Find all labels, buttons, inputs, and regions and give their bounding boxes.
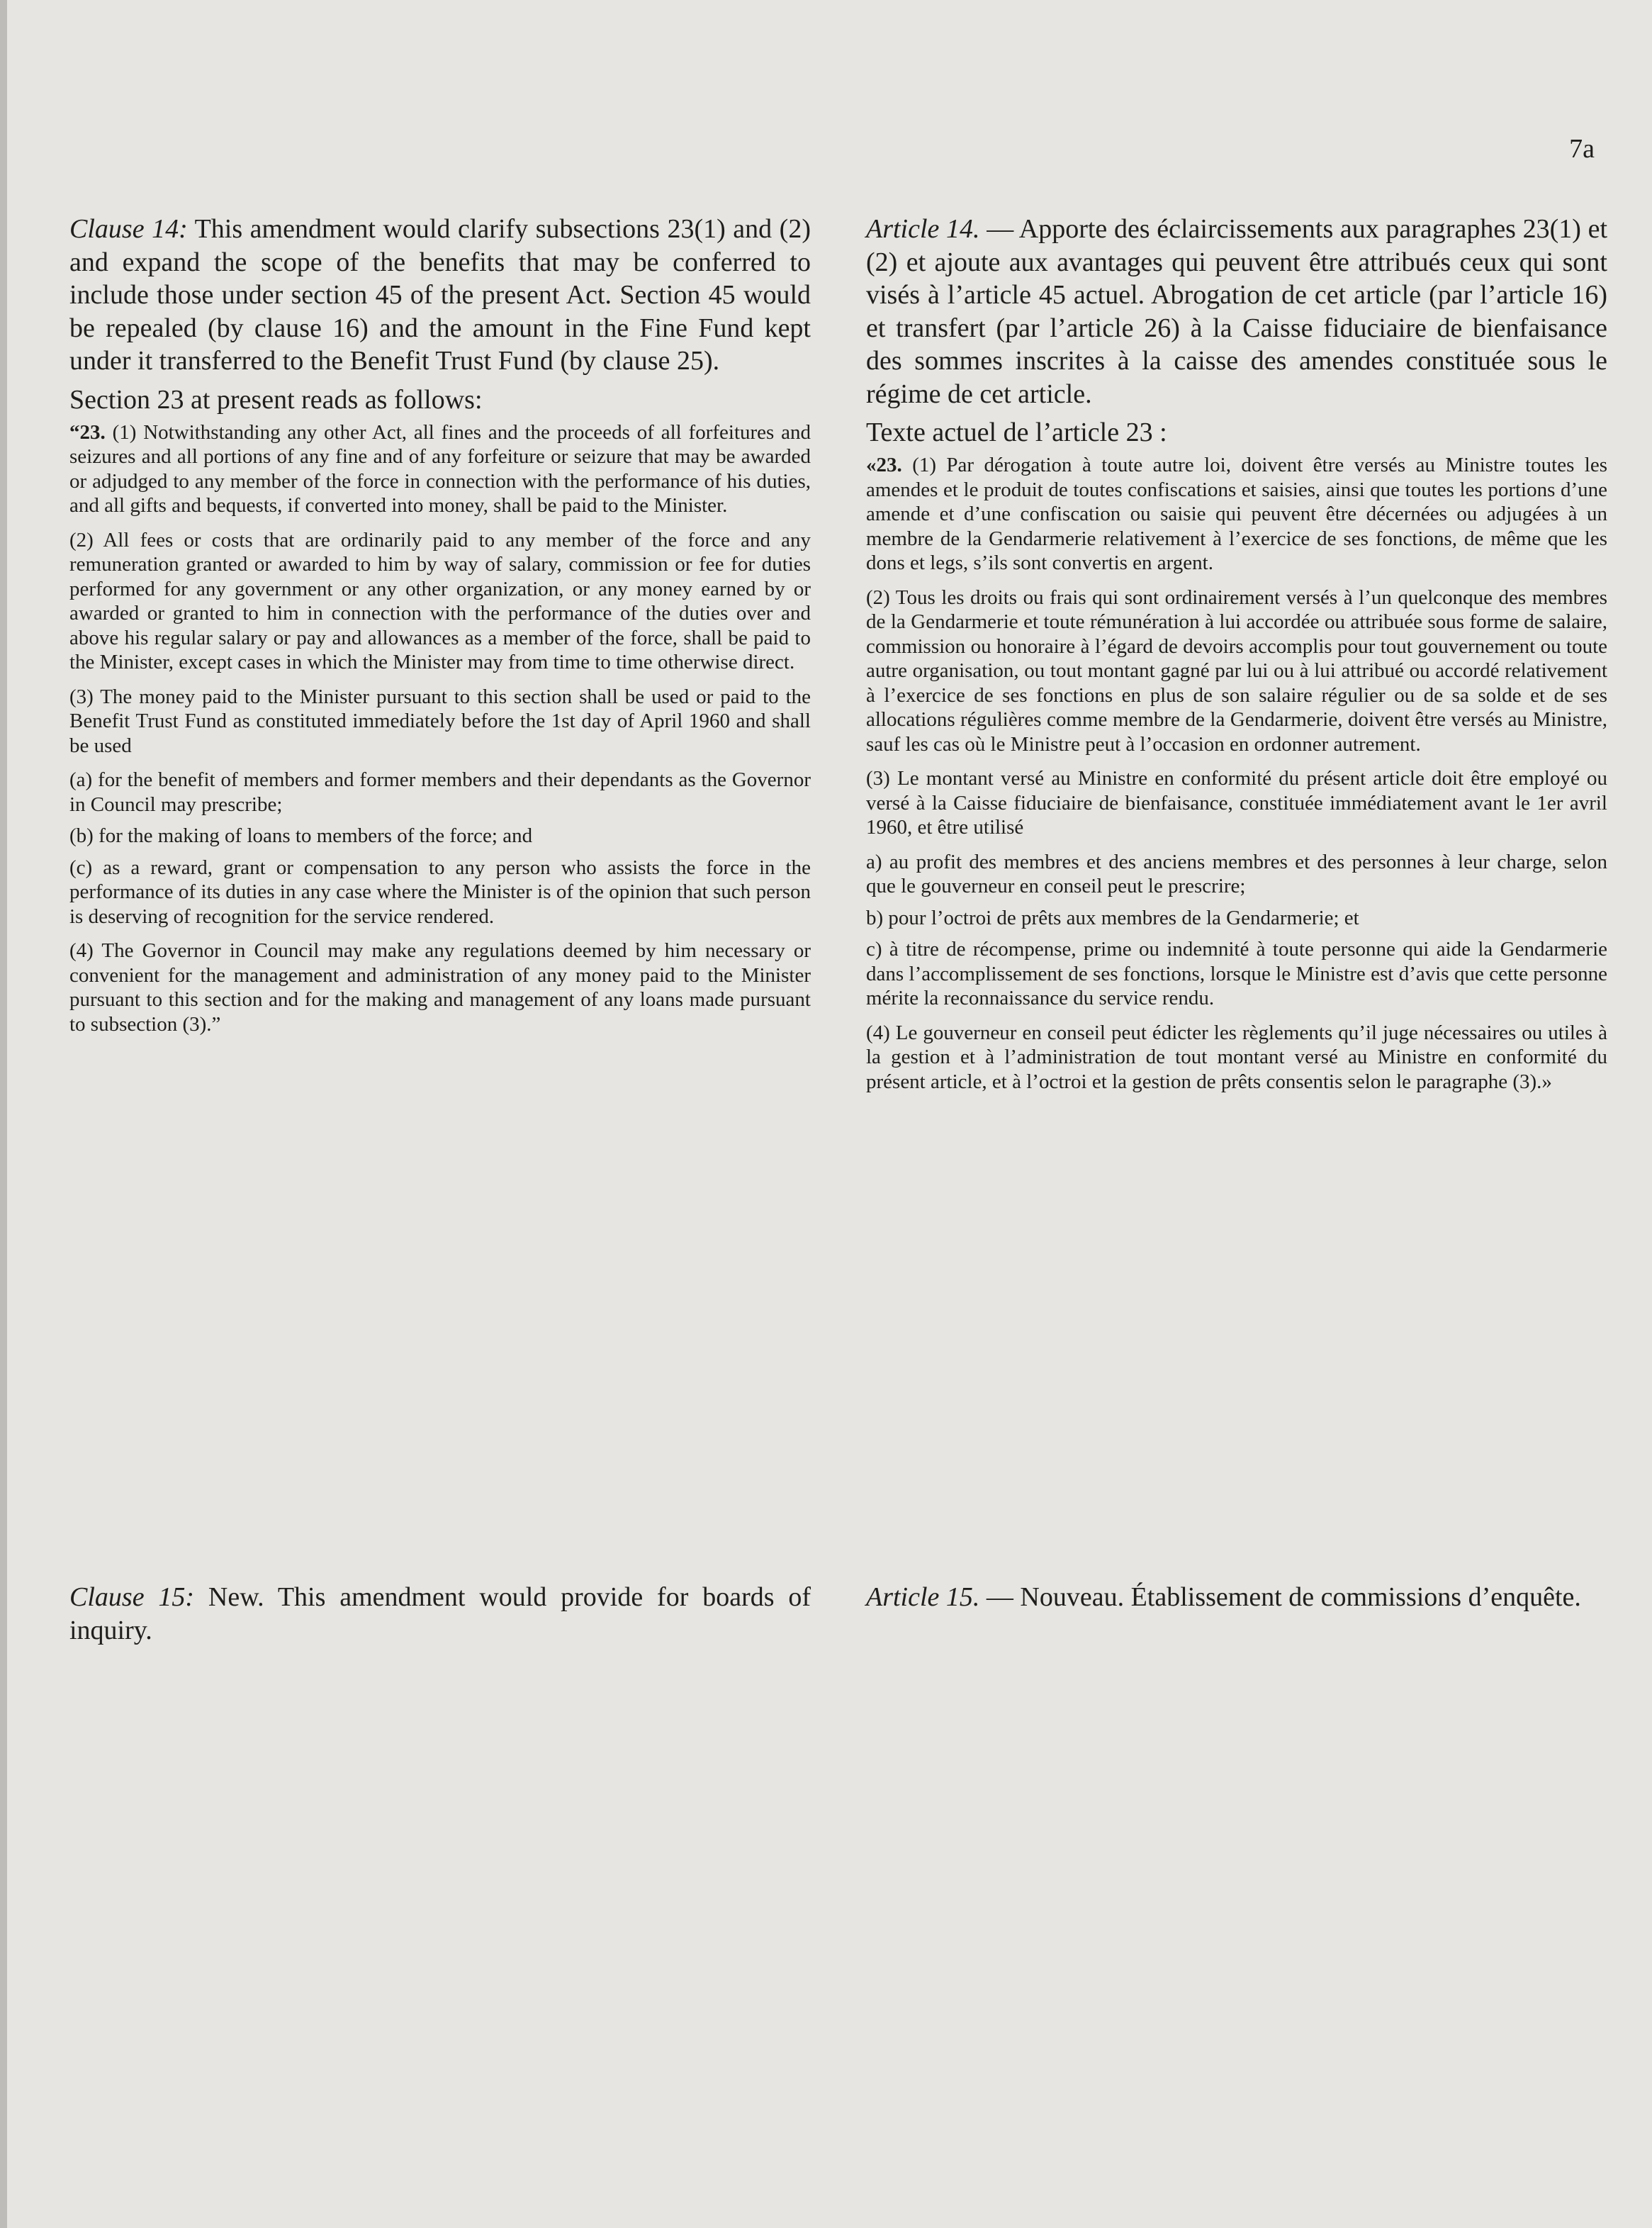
clause-14-label: Clause 14: (69, 214, 188, 244)
subsection-1-text: (1) Notwithstanding any other Act, all fines and the proceeds of all forfeitures and seizures and all portions of any fine and of any forfeiture or seizure that may be awarded or adjudged to any member of the force in connection with the performance of his duties, and all gifts and bequests, if converted into money, shall be paid to the Minister. (69, 420, 811, 517)
subsection-4: (4) The Governor in Council may make any regulations deemed by him necessary or convenient for the management and administration of any money paid to the Minister pursuant to this section and for the making and management of any loans made pursuant to subsection (3).” (69, 939, 811, 1036)
subsection-2: (2) All fees or costs that are ordinarily paid to any member of the force and any remuneration granted or awarded to him by way of salary, commission or fee for duties performed for any government or any other organization, or any money earned by or awarded or granted to him in connection with the performance of the duties over and above his regular salary or pay and allowances as a member of the force, shall be paid to the Minister, except cases in which the Minister may from time to time otherwise direct. (69, 528, 811, 673)
article-15-text: — Nouveau. Établissement de commissions d’enquête. (986, 1582, 1581, 1612)
paragraphe-1 (866, 453, 1607, 576)
article-23-quote (866, 453, 1607, 1094)
paragraphe-3: (3) Le montant versé au Ministre en conformité du présent article doit être employé ou versé à la Caisse fiduciaire de bienfaisance, constituée immédiatement avant le 1er avril 1960, et être utilisé (866, 767, 1607, 839)
paragraphe-2: (2) Tous les droits ou frais qui sont ordinairement versés à l’un quelconque des membres de la Gendarmerie et toute rémunération à lui accordée ou attribuée sous forme de salaire, commission ou honoraire à l’égard de devoirs accomplis pour tout gouvernement ou toute autre organisation, ou tout montant gagné par lui ou à lui attribué ou accordé relativement à l’exercice de ses fonctions en plus de son salaire régulier ou de sa solde et de ses allocations régulières comme membre de la Gendarmerie, doivent être versés au Ministre, sauf les cas où le Ministre peut à l’occasion en ordonner autrement. (866, 586, 1607, 756)
english-column (69, 213, 811, 1036)
paragraph-a: (a) for the benefit of members and former members and their dependants as the Governor in Council may prescribe; (69, 768, 811, 816)
article-15-note (866, 1581, 1607, 1614)
clause-14-note (69, 213, 811, 378)
clause-14-text: This amendment would clarify subsections 23(1) and (2) and expand the scope of the benefits that may be conferred to include those under section 45 of the present Act. Section 45 would be repealed (by clause 16) and the amount in the Fine Fund kept under it transferred to the Benefit Trust Fund (by clause 25). (69, 214, 811, 376)
french-column (866, 213, 1607, 1094)
article-number: «23. (866, 454, 902, 476)
article-15-label: Article 15. (866, 1582, 980, 1612)
subsection-3: (3) The money paid to the Minister pursuant to this section shall be used or paid to the Benefit Trust Fund as constituted immediately before the 1st day of April 1960 and shall be used (69, 685, 811, 757)
page-number: 7a (1569, 134, 1595, 164)
alinea-c: c) à titre de récompense, prime ou indemnité à toute personne qui aide la Gendarmerie dans l’accomplissement de ses fonctions, lorsque le Ministre est d’avis que cette personne mérite la reconnaissance du service rendu. (866, 938, 1607, 1009)
clause-15-text: New. This amendment would provide for boards of inquiry. (69, 1582, 811, 1645)
clause-15-label: Clause 15: (69, 1582, 195, 1612)
paragraphe-4: (4) Le gouverneur en conseil peut édicter les règlements qu’il juge nécessaires ou utiles à la gestion et à l’administration de tout montant versé au Ministre en conformité du présent article, et à l’octroi et la gestion de prêts consentis selon le paragraphe (3).» (866, 1021, 1607, 1093)
clause-15-block (69, 1581, 811, 1647)
alinea-a: a) au profit des membres et des anciens membres et des personnes à leur charge, selon que le gouverneur en conseil peut le prescrire; (866, 850, 1607, 897)
article-14-text: — Apporte des éclaircissements aux paragraphes 23(1) et (2) et ajoute aux avantages qui peuvent être attribués ceux qui sont visés à l’article 45 actuel. Abrogation de cet article (par l’article 16) et transfert (par l’article 26) à la Caisse fiduciaire de bienfaisance des sommes inscrites à la caisse des amendes constituée sous le régime de cet article. (866, 214, 1608, 409)
article-14-label: Article 14. (866, 214, 980, 244)
clause-15-note (69, 1581, 811, 1647)
section-23-lead: Section 23 at present reads as follows: (69, 384, 483, 415)
section-number: “23. (69, 420, 106, 444)
article-14-note (866, 213, 1607, 410)
page-edge (0, 0, 7, 2228)
alinea-b: b) pour l’octroi de prêts aux membres de la Gendarmerie; et (866, 906, 1359, 929)
paragraph-c: (c) as a reward, grant or compensation to any person who assists the force in the performance of its duties in any case where the Minister is of the opinion that such person is deserving of recognition for the service rendered. (69, 856, 811, 928)
paragraphe-1-text: (1) Par dérogation à toute autre loi, doivent être versés au Ministre toutes les amendes et le produit de toutes confiscations et saisies, ainsi que toutes les portions d’une amende et d’une confiscation ou saisie qui peuvent être décernées ou adjugées à un membre de la Gendarmerie relativement à l’exercice de ses fonctions, de même que les dons et legs, s’ils sont convertis en argent. (866, 454, 1607, 574)
paragraph-b: (b) for the making of loans to members of the force; and (69, 824, 533, 847)
section-23-quote (69, 420, 811, 1037)
article-23-lead: Texte actuel de l’article 23 : (866, 418, 1167, 447)
article-15-block (866, 1581, 1607, 1614)
subsection-1 (69, 420, 811, 518)
